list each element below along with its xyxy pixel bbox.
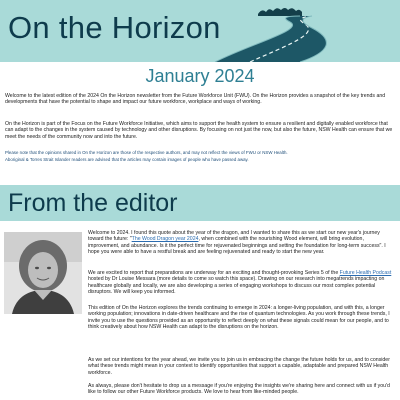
editor-paragraph: As always, please don't hesitate to drop us a message if you're enjoying the insights we're sharing here and connect with us if you'd like to follow our other Future Workforce products. We love to hear from like-minded people. bbox=[88, 383, 390, 396]
editor-paragraph: As we set our intentions for the year ahead, we invite you to join us in embracing the change the future holds for us, and to consider what these trends might mean in your context to identify opportunities that support a capable, adaptable and prepared NSW Health workforce. bbox=[88, 357, 390, 376]
future-health-podcast-link[interactable]: Future Health Podcast bbox=[339, 270, 392, 276]
cultural-warning-note: Aboriginal & Torres Strait Islander readers are advised that the articles may contain images of people who have passed away. bbox=[5, 157, 249, 162]
editor-paragraph: This edition of On the Horizon explores the trends continuing to emerge in 2024: a longer-living population, and with this, a longer working population; innovations in date-driven healthcare and the rise of quantum technologies. As you work through these trends, I invite you to use the questions provided as an opportunity to reflect deeply on what these signals could mean for our people, and to think creatively about how NSW Health can adapt to the disruptions on the horizon. bbox=[88, 305, 390, 330]
paragraph-text: hosted by Dr Louise Messara (more details to come so watch this space). Drawing on our research into megatrends impacting on healthcare globally and locally, we are also developing a series of engaging workshops to discuss our most complex potential disruptors. We will keep you informed. bbox=[88, 276, 385, 295]
editor-paragraph bbox=[88, 270, 395, 295]
editor-paragraph bbox=[88, 230, 395, 255]
paragraph-text: , when combined with the nourishing Wood element, will bring evolution, improvement, and abundance. Is it the perfect time for rejuvenated beginnings and setting the foundation for long-term success". I hope you were able to have a restful break and are feeling rejuvenated and ready to start the new year. bbox=[88, 236, 386, 255]
section-title: From the editor bbox=[8, 189, 178, 217]
intro-paragraph: Welcome to the latest edition of the 2024 On the Horizon newsletter from the Future Workforce Unit (FWU). On the Horizon provides a snapshot of the key trends and developments that have the potential to shape and impact our future workforce, workplace and ways of working. bbox=[5, 93, 386, 106]
editor-photo bbox=[4, 232, 82, 314]
intro-paragraph: On the Horizon is part of the Focus on the Future Workforce Initiative, which aims to support the health system to ensure a resilient and digitally enabled workforce that can adapt to the changes in the system caused by technology and other disruptions. By focusing on not just the now, but also the future, NSW Health can ensure that we meet the needs of the community now and into the future. bbox=[5, 121, 393, 140]
issue-month: January 2024 bbox=[145, 66, 255, 86]
paragraph-text: Welcome to 2024. I found this quote about the year of the dragon, and I wanted to share this as we start our new year's journey toward the future: " bbox=[88, 230, 380, 243]
paragraph-text: We are excited to report that preparations are underway for an exciting and thought-provoking Series 5 of the bbox=[88, 270, 340, 276]
wood-dragon-link[interactable]: The Wood Dragon year 2024 bbox=[131, 236, 199, 243]
section-header bbox=[0, 185, 400, 221]
header-banner bbox=[0, 0, 400, 62]
page-title: On the Horizon bbox=[8, 10, 221, 45]
disclaimer-note: Please note that the opinions shared in On the Horizon are those of the respective authors, and may not reflect the views of FWU or NSW Health. bbox=[5, 150, 288, 155]
portrait-image bbox=[4, 232, 82, 314]
